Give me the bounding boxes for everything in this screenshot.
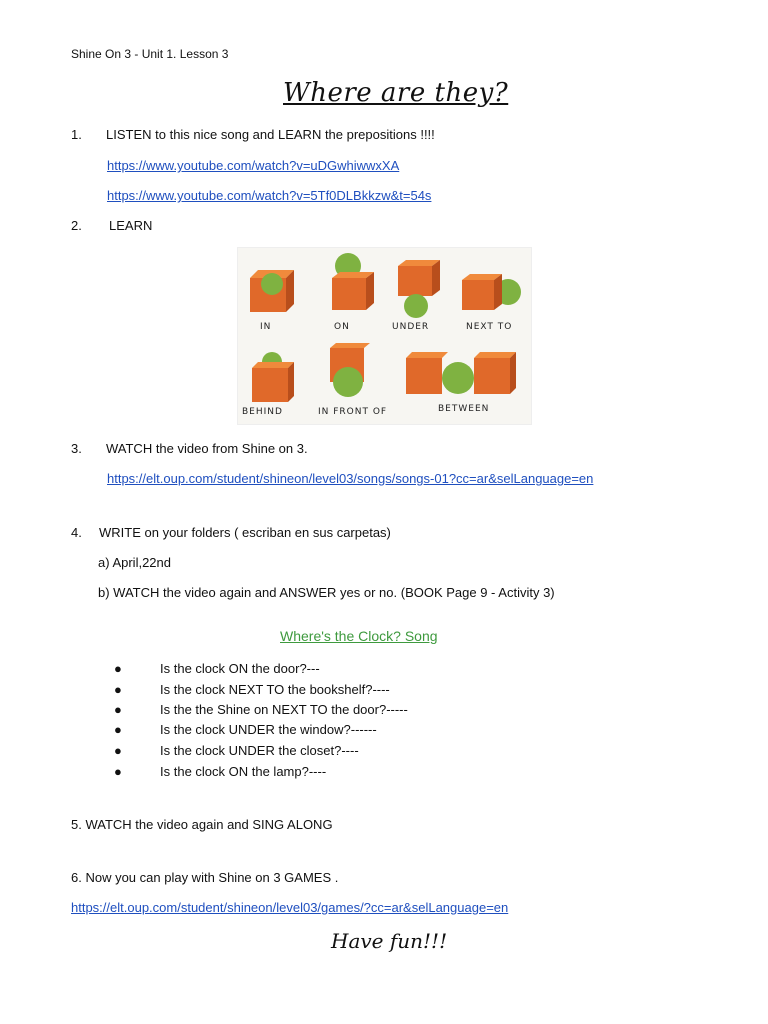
step-5-text: 5. WATCH the video again and SING ALONG xyxy=(71,817,333,832)
label-on: ON xyxy=(334,322,350,332)
question-text: Is the clock NEXT TO the bookshelf?---- xyxy=(160,682,390,697)
bullet: ● xyxy=(114,764,122,779)
in-illustration xyxy=(250,270,294,312)
step-1-number: 1. xyxy=(71,127,82,142)
step-4-text: WRITE on your folders ( escriban en sus carpetas) xyxy=(99,525,391,540)
bullet: ● xyxy=(114,661,122,676)
prepositions-illustration xyxy=(238,248,531,424)
prepositions-image xyxy=(237,247,532,425)
shine-on-songs-link[interactable]: https://elt.oup.com/student/shineon/level03/songs/songs-01?cc=ar&selLanguage=en xyxy=(107,471,594,486)
step-2-number: 2. xyxy=(71,218,82,233)
youtube-link-1[interactable]: https://www.youtube.com/watch?v=uDGwhiwwxXA xyxy=(107,158,400,173)
bullet: ● xyxy=(114,702,122,717)
label-under: UNDER xyxy=(392,322,430,332)
question-item xyxy=(114,743,359,758)
question-item xyxy=(114,722,377,737)
label-next-to: NEXT TO xyxy=(466,322,513,332)
youtube-link-2[interactable]: https://www.youtube.com/watch?v=5Tf0DLBkkzw&t=54s xyxy=(107,188,432,203)
question-item xyxy=(114,764,326,779)
on-illustration xyxy=(332,253,374,310)
step-3-number: 3. xyxy=(71,441,82,456)
question-text: Is the clock UNDER the window?------ xyxy=(160,722,377,737)
step-2-text: LEARN xyxy=(109,218,153,233)
question-text: Is the clock UNDER the closet?---- xyxy=(160,743,359,758)
course-header: Shine On 3 - Unit 1. Lesson 3 xyxy=(71,47,229,61)
question-text: Is the clock ON the lamp?---- xyxy=(160,764,327,779)
shine-on-games-link[interactable]: https://elt.oup.com/student/shineon/level03/games/?cc=ar&selLanguage=en xyxy=(71,900,509,915)
label-in-front-of: IN FRONT OF xyxy=(318,407,388,417)
question-text: Is the clock ON the door?--- xyxy=(160,661,320,676)
behind-illustration xyxy=(252,352,294,402)
step-4a-text: a) April,22nd xyxy=(98,555,171,570)
page-title: Where are they? xyxy=(283,78,509,108)
step-4-number: 4. xyxy=(71,525,82,540)
step-4b-text: b) WATCH the video again and ANSWER yes or no. (BOOK Page 9 - Activity 3) xyxy=(98,585,555,600)
label-in: IN xyxy=(260,322,272,332)
step-6-text: 6. Now you can play with Shine on 3 GAMES . xyxy=(71,870,339,885)
in-front-of-illustration xyxy=(330,343,370,397)
question-item xyxy=(114,661,320,676)
question-item xyxy=(114,702,408,717)
closing-text: Have fun!!! xyxy=(331,929,448,953)
question-text: Is the the Shine on NEXT TO the door?----- xyxy=(160,702,408,717)
next-to-illustration xyxy=(462,274,521,310)
question-item xyxy=(114,682,390,697)
song-title: Where's the Clock? Song xyxy=(280,628,438,644)
between-illustration xyxy=(406,352,516,394)
step-3-text: WATCH the video from Shine on 3. xyxy=(106,441,308,456)
label-behind: BEHIND xyxy=(242,407,283,417)
bullet: ● xyxy=(114,682,122,697)
bullet: ● xyxy=(114,743,122,758)
under-illustration xyxy=(398,260,440,318)
bullet: ● xyxy=(114,722,122,737)
step-1-text: LISTEN to this nice song and LEARN the prepositions !!!! xyxy=(106,127,435,142)
label-between: BETWEEN xyxy=(438,404,490,414)
